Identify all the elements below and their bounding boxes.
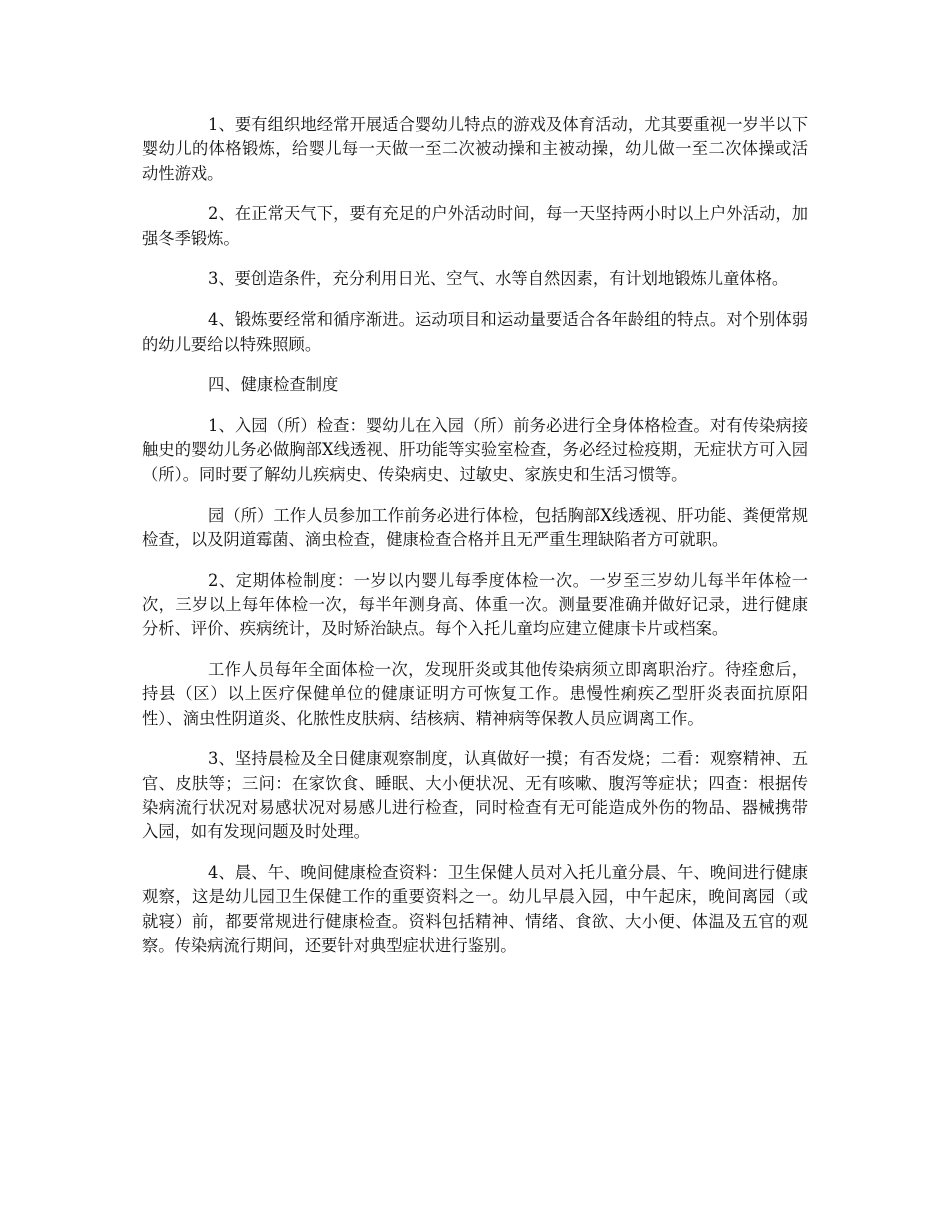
paragraph-morning-check: 3、坚持晨检及全日健康观察制度，认真做好一摸；有否发烧；二看：观察精神、五官、皮肤等；三问：在家饮食、睡眠、大小便状况、无有咳嗽、腹泻等症状；四查：根据传染病流行状况对易感状况对易感儿进行检查，同时检查有无可能造成外伤的物品、器械携带入园，如有发现问题及时处理。 [142, 749, 808, 842]
paragraph-staff-annual-check: 工作人员每年全面体检一次，发现肝炎或其他传染病须立即离职治疗。待痊愈后，持县（区）以上医疗保健单位的健康证明方可恢复工作。患慢性痢疾乙型肝炎表面抗原阳性）、滴虫性阴道炎、化脓性皮肤病、结核病、精神病等保教人员应调离工作。 [142, 660, 808, 728]
paragraph-daily-check: 4、晨、午、晚间健康检查资料：卫生保健人员对入托儿童分晨、午、晚间进行健康观察，这是幼儿园卫生保健工作的重要资料之一。幼儿早晨入园，中午起床，晚间离园（或就寝）前，都要常规进行健康检查。资料包括精神、情绪、食欲、大小便、体温及五官的观察。传染病流行期间，还要针对典型症状进行鉴别。 [142, 863, 808, 956]
paragraph-staff-check: 园（所）工作人员参加工作前务必进行体检，包括胸部X线透视、肝功能、粪便常规检查，以及阴道霉菌、滴虫检查，健康检查合格并且无严重生理缺陷者方可就职。 [142, 505, 808, 549]
paragraph-periodic-check: 2、定期体检制度：一岁以内婴儿每季度体检一次。一岁至三岁幼儿每半年体检一次，三岁以上每年体检一次，每半年测身高、体重一次。测量要准确并做好记录，进行健康分析、评价、疾病统计，及时矫治缺点。每个入托儿童均应建立健康卡片或档案。 [142, 570, 808, 639]
paragraph-exercise-1: 1、要有组织地经常开展适合婴幼儿特点的游戏及体育活动，尤其要重视一岁半以下婴幼儿的体格锻炼，给婴儿每一天做一至二次被动操和主被动操，幼儿做一至二次体操或活动性游戏。 [142, 115, 808, 183]
section-heading-health-check: 四、健康检查制度 [208, 375, 339, 395]
paragraph-exercise-3: 3、要创造条件，充分利用日光、空气、水等自然因素，有计划地锻炼儿童体格。 [208, 269, 789, 289]
paragraph-exercise-4: 4、锻炼要经常和循序渐进。运动项目和运动量要适合各年龄组的特点。对个别体弱的幼儿要给以特殊照顾。 [142, 310, 808, 354]
document-page [142, 113, 808, 975]
paragraph-exercise-2: 2、在正常天气下，要有充足的户外活动时间，每一天坚持两小时以上户外活动，加强冬季锻炼。 [142, 204, 808, 248]
paragraph-admission-check: 1、入园（所）检查：婴幼儿在入园（所）前务必进行全身体格检查。对有传染病接触史的婴幼儿务必做胸部X线透视、肝功能等实验室检查，务必经过检疫期，无症状方可入园（所）。同时要了解幼儿疾病史、传染病史、过敏史、家族史和生活习惯等。 [142, 416, 808, 484]
